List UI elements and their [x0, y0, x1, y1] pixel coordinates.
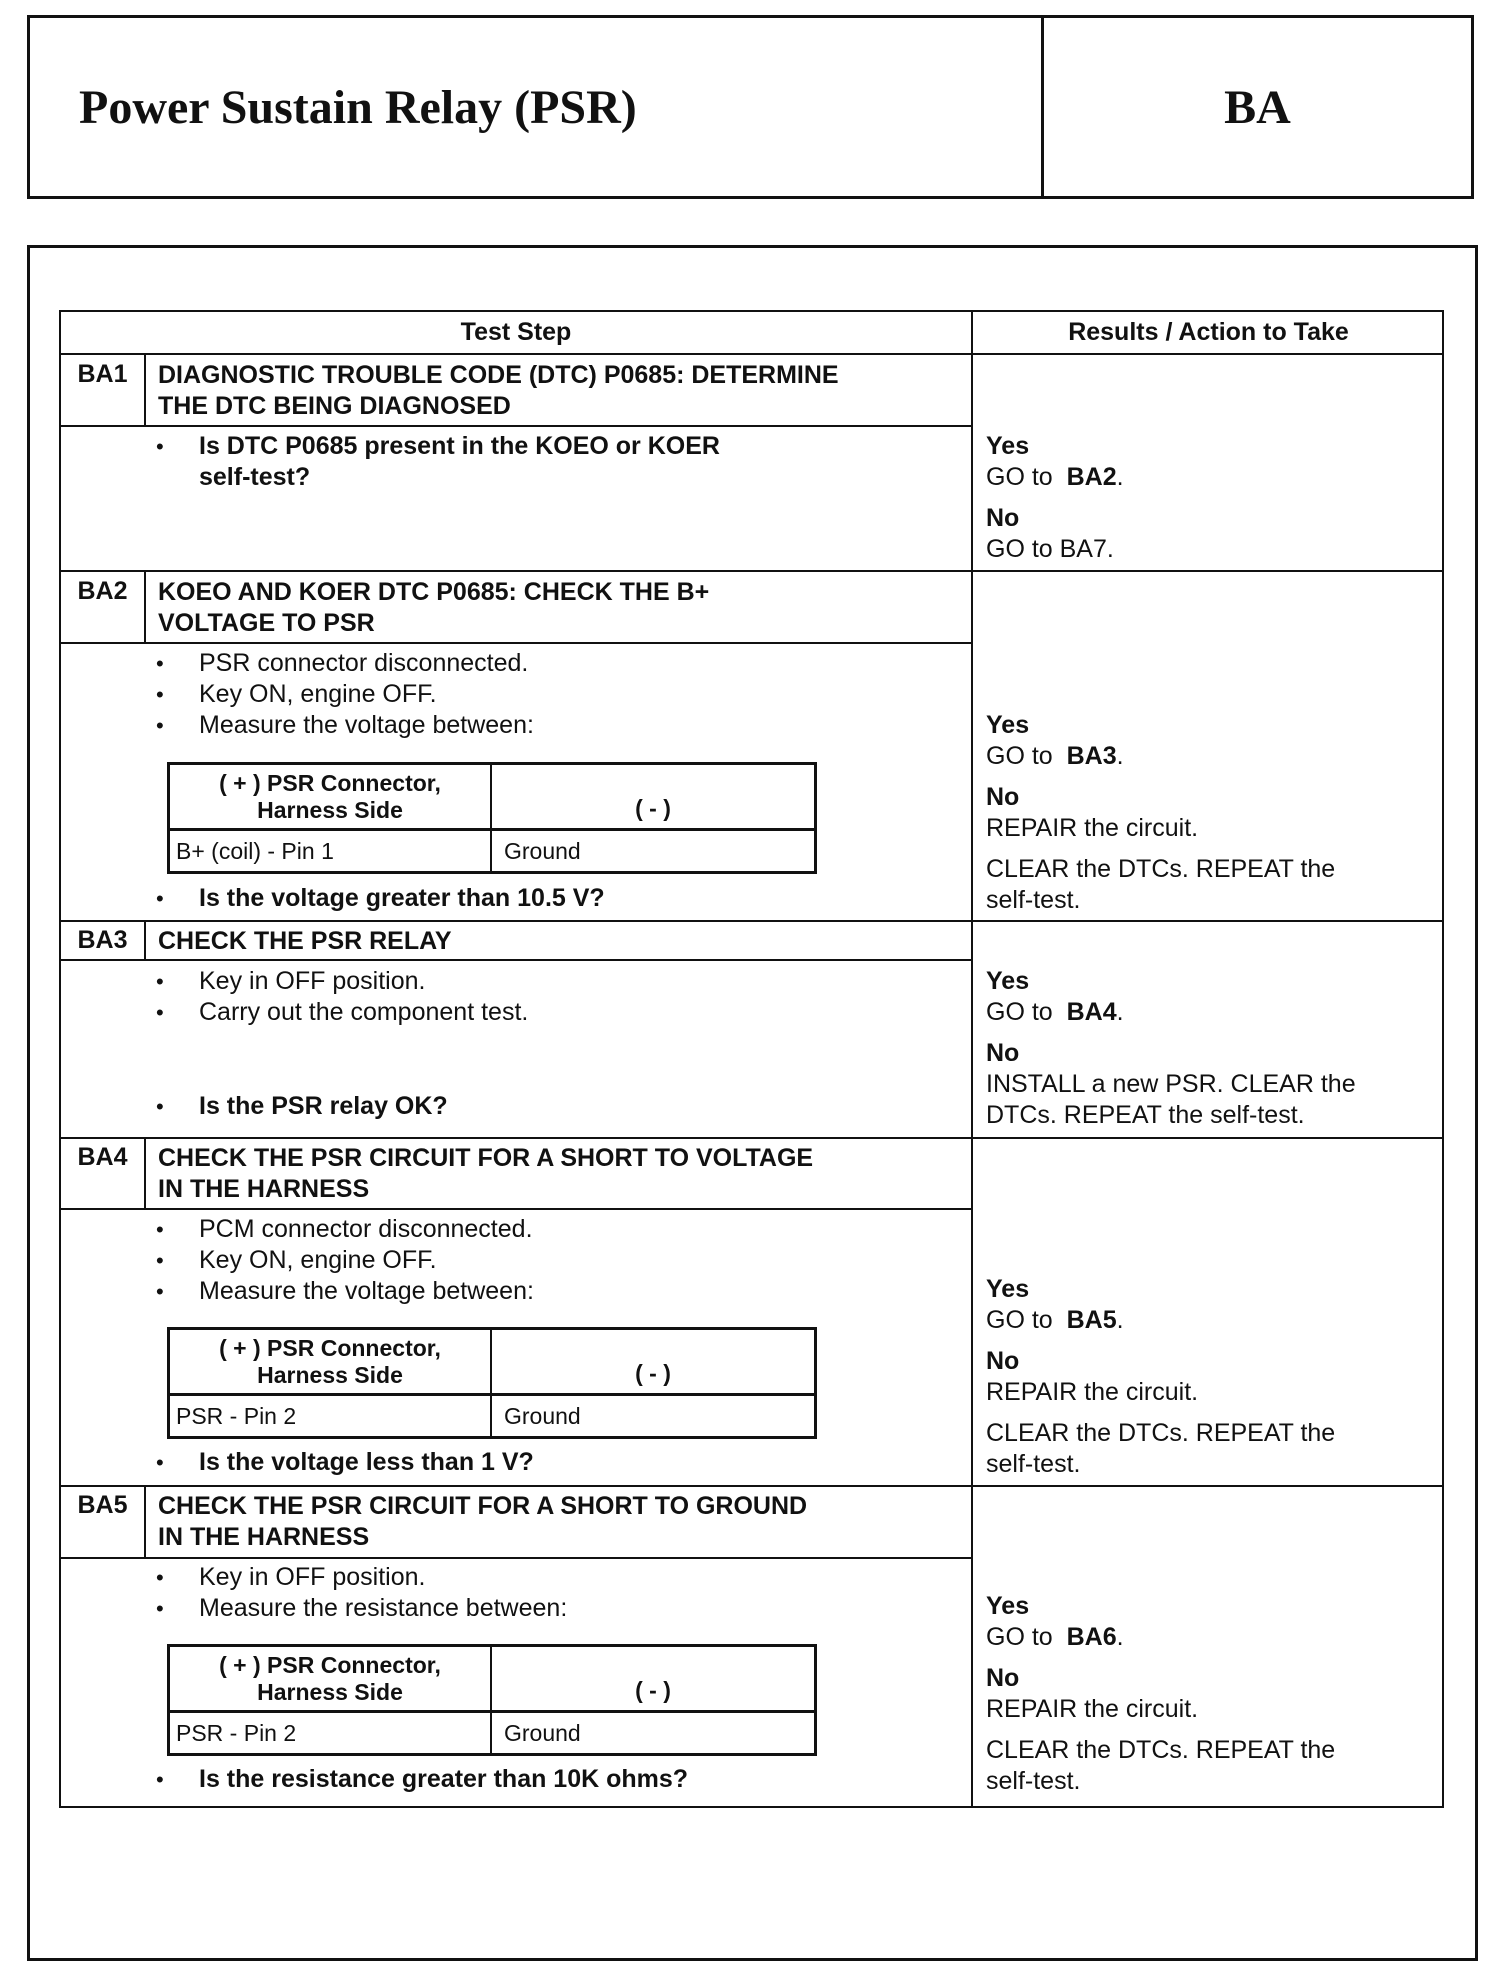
result-block — [986, 710, 1436, 916]
no-label: No — [986, 1039, 1020, 1067]
measure-cell-negative: Ground — [504, 1402, 581, 1429]
page-title: Power Sustain Relay (PSR) — [30, 18, 1044, 196]
no-action: REPAIR the circuit. — [986, 1695, 1199, 1723]
measure-header-line: ( + ) PSR Connector, — [219, 770, 441, 796]
no-action: REPAIR the circuit. — [986, 1378, 1199, 1406]
title-rule — [61, 1208, 971, 1210]
title-rule — [61, 1557, 971, 1559]
yes-label: Yes — [986, 711, 1030, 739]
step-title-line: VOLTAGE TO PSR — [158, 609, 375, 637]
id-divider — [144, 570, 146, 642]
measure-header-negative: ( - ) — [492, 1647, 814, 1713]
question-text: Is the voltage greater than 10.5 V? — [199, 884, 605, 912]
no-label: No — [986, 504, 1020, 532]
extra-action: CLEAR the DTCs. REPEAT the — [986, 855, 1336, 883]
bullet-text: Key in OFF position. — [199, 967, 426, 995]
step-rule — [61, 920, 1442, 922]
measure-cell-positive: B+ (coil) - Pin 1 — [170, 831, 492, 871]
extra-action: CLEAR the DTCs. REPEAT the — [986, 1736, 1336, 1764]
measure-header-line: Harness Side — [257, 1679, 403, 1705]
bullet-text: Key ON, engine OFF. — [199, 1246, 437, 1274]
result-block — [986, 431, 1436, 565]
page-header — [27, 15, 1474, 199]
bullet-text: Key in OFF position. — [199, 1563, 426, 1591]
yes-label: Yes — [986, 967, 1030, 995]
step-title — [158, 1491, 958, 1553]
yes-action-text: GO to — [986, 1623, 1053, 1651]
measure-header-line: Harness Side — [257, 797, 403, 823]
step-title-line: IN THE HARNESS — [158, 1523, 370, 1551]
yes-end: . — [1116, 463, 1124, 491]
question-text — [199, 431, 720, 493]
yes-end: . — [1116, 742, 1124, 770]
id-divider — [144, 1485, 146, 1557]
step-id: BA2 — [77, 577, 128, 605]
no-action: DTCs. REPEAT the self-test. — [986, 1101, 1305, 1129]
yes-target: BA4 — [1066, 998, 1117, 1026]
title-rule — [61, 642, 971, 644]
yes-target: BA6 — [1066, 1623, 1117, 1651]
step-title — [158, 926, 958, 957]
bullet-text: Measure the voltage between: — [199, 711, 534, 739]
step-id: BA4 — [77, 1143, 128, 1171]
step-rule — [61, 1485, 1442, 1487]
measure-cell-negative: Ground — [504, 837, 581, 864]
measure-header-positive — [170, 1647, 492, 1713]
yes-label: Yes — [986, 1592, 1030, 1620]
bullet-text: Measure the resistance between: — [199, 1594, 568, 1622]
extra-action: self-test. — [986, 1450, 1081, 1478]
step-title — [158, 577, 958, 639]
step-title-line: CHECK THE PSR CIRCUIT FOR A SHORT TO GROUND — [158, 1492, 808, 1520]
measure-header-line: ( + ) PSR Connector, — [219, 1335, 441, 1361]
yes-action — [986, 462, 1436, 493]
question-text: Is the resistance greater than 10K ohms? — [199, 1765, 689, 1793]
measure-header-positive — [170, 1330, 492, 1396]
section-code: BA — [1224, 80, 1291, 134]
measure-header-line: ( + ) PSR Connector, — [219, 1652, 441, 1678]
bullet-text: Measure the voltage between: — [199, 1277, 534, 1305]
extra-action: self-test. — [986, 1767, 1081, 1795]
step-id: BA1 — [77, 360, 128, 388]
diagnostic-table: Test Step Results / Action to Take BA1 DIAGNOSTIC TROUBLE CODE (DTC) P0685: DETERMINE THE DTC BEING DIAGNOSED • Is DTC P0685 present in the KOEO or KOER self-test? Yes GO to BA2. No GO to BA7. BA2 KOEO AND KOER DTC P0685: CHECK THE B+ VOLTAGE TO PSR • PSR connector disconnected. • Key ON, engine OFF. • Measure the voltage between: ( + ) PSR Connector, Harness Side ( - ) B+ (coil) - Pin 1 Ground • Is the voltage greater than 10.5 V? Yes GO to BA3. No REPAIR the circuit. CLEAR the DTCs. REPEAT the self-test. BA3 CHECK THE PSR RELAY • Key in OFF position. • Carry out the component test. • Is the PSR relay OK? Yes GO to BA4. No INSTALL a new PSR. CLEAR the DTCs. REPEAT the self-test. BA4 CHECK THE PSR CIRCUIT FOR A SHORT TO VOLTAGE IN THE HARNESS • PCM connector disconnected. • Key ON, engine OFF. • Measure the voltage between: ( + ) PSR Connector, Harness Side ( - ) PSR - Pin 2 Ground • Is the voltage less than 1 V? Yes GO to BA5. No REPAIR the circuit. CLEAR the DTCs. REPEAT the self-test. BA5 CHECK THE PSR CIRCUIT FOR A SHORT TO GROUND IN THE HARNESS • Key in OFF position. • Measure the resistance between: ( + ) PSR Connector, Harness Side ( - ) PSR - Pin 2 Ground • Is the resistance greater than 10K ohms? Yes GO to BA6. No REPAIR the circuit. CLEAR the DTCs. REPEAT the self-test. — [59, 310, 1444, 1808]
id-divider — [144, 1137, 146, 1208]
id-divider — [144, 920, 146, 959]
extra-action: CLEAR the DTCs. REPEAT the — [986, 1419, 1336, 1447]
no-label: No — [986, 783, 1020, 811]
yes-end: . — [1116, 1306, 1124, 1334]
extra-action: self-test. — [986, 886, 1081, 914]
step-title-line: KOEO AND KOER DTC P0685: CHECK THE B+ — [158, 578, 710, 606]
bullet-text: PCM connector disconnected. — [199, 1215, 533, 1243]
yes-action — [986, 997, 1436, 1028]
measure-header-negative: ( - ) — [492, 765, 814, 831]
id-divider — [144, 353, 146, 425]
step-id: BA5 — [77, 1491, 128, 1519]
result-block — [986, 966, 1436, 1131]
step-id: BA3 — [77, 926, 128, 954]
step-title — [158, 360, 958, 422]
measure-header-positive — [170, 765, 492, 831]
step-title — [158, 1143, 958, 1205]
no-action: INSTALL a new PSR. CLEAR the — [986, 1070, 1356, 1098]
step-title-line: DIAGNOSTIC TROUBLE CODE (DTC) P0685: DETERMINE — [158, 361, 839, 389]
title-rule — [61, 959, 971, 961]
yes-end: . — [1116, 1623, 1124, 1651]
result-block — [986, 1274, 1436, 1480]
title-rule — [61, 425, 971, 427]
measure-table — [167, 762, 817, 874]
column-divider — [971, 312, 973, 1806]
column-header-test-step: Test Step — [460, 318, 572, 346]
no-action: GO to BA7. — [986, 535, 1114, 563]
yes-label: Yes — [986, 432, 1030, 460]
step-rule — [61, 570, 1442, 572]
question-text: Is the PSR relay OK? — [199, 1092, 448, 1120]
no-label: No — [986, 1347, 1020, 1375]
step-rule — [61, 1137, 1442, 1139]
yes-target: BA3 — [1066, 742, 1117, 770]
step-title-line: CHECK THE PSR RELAY — [158, 927, 452, 955]
no-label: No — [986, 1664, 1020, 1692]
yes-action-text: GO to — [986, 998, 1053, 1026]
yes-action — [986, 1622, 1436, 1653]
yes-action-text: GO to — [986, 1306, 1053, 1334]
measure-table — [167, 1327, 817, 1439]
bullet-text: Carry out the component test. — [199, 998, 529, 1026]
measure-header-line: Harness Side — [257, 1362, 403, 1388]
question-line: self-test? — [199, 463, 311, 491]
measure-table — [167, 1644, 817, 1756]
yes-action — [986, 1305, 1436, 1336]
measure-header-negative: ( - ) — [492, 1330, 814, 1396]
measure-cell-positive: PSR - Pin 2 — [170, 1396, 492, 1436]
step-title-line: CHECK THE PSR CIRCUIT FOR A SHORT TO VOLTAGE — [158, 1144, 814, 1172]
header-rule — [61, 353, 1442, 355]
question-line: Is DTC P0685 present in the KOEO or KOER — [199, 432, 720, 460]
measure-cell-negative: Ground — [504, 1719, 581, 1746]
bullet-text: Key ON, engine OFF. — [199, 680, 437, 708]
column-header-results: Results / Action to Take — [1068, 318, 1349, 346]
yes-label: Yes — [986, 1275, 1030, 1303]
result-block — [986, 1591, 1436, 1797]
yes-action-text: GO to — [986, 742, 1053, 770]
yes-action-text: GO to — [986, 463, 1053, 491]
yes-end: . — [1116, 998, 1124, 1026]
question-text: Is the voltage less than 1 V? — [199, 1448, 534, 1476]
yes-target: BA2 — [1066, 463, 1117, 491]
bullet-text: PSR connector disconnected. — [199, 649, 529, 677]
step-title-line: THE DTC BEING DIAGNOSED — [158, 392, 511, 420]
no-action: REPAIR the circuit. — [986, 814, 1199, 842]
measure-cell-positive: PSR - Pin 2 — [170, 1713, 492, 1753]
yes-action — [986, 741, 1436, 772]
yes-target: BA5 — [1066, 1306, 1117, 1334]
step-title-line: IN THE HARNESS — [158, 1175, 370, 1203]
